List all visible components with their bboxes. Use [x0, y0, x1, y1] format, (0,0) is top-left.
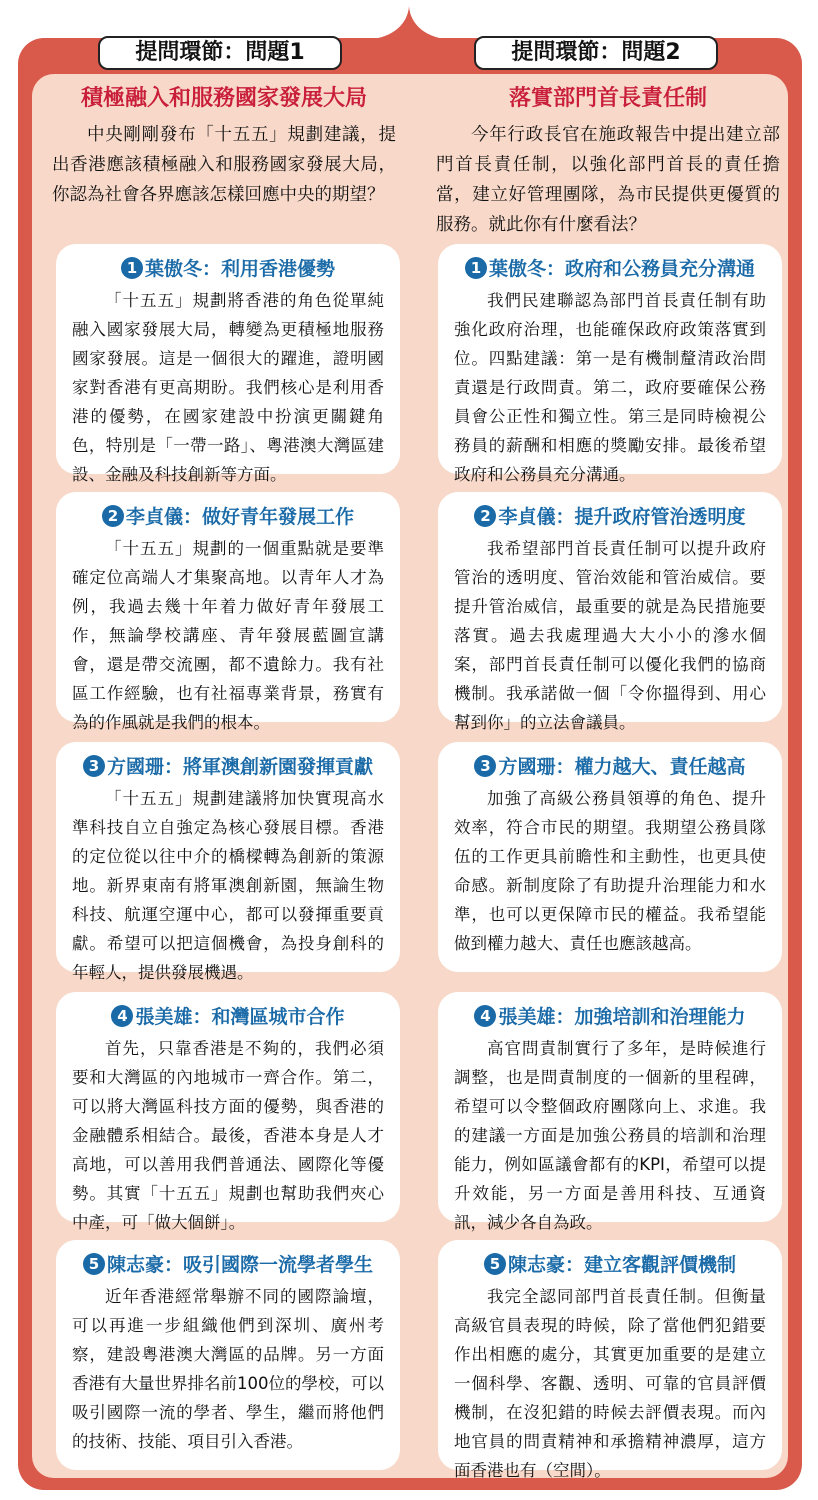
answer-card-text: 「十五五」規劃的一個重點就是要準確定位高端人才集聚高地。以青年人才為例，我過去幾十年着力做好青年發展工作，無論學校講座、青年發展藍圖宣講會，還是帶交流團，都不遺餘力。我有社區工作經驗，也有社福專業背景，務實有為的作風就是我們的根本。 — [72, 539, 384, 732]
answer-card-text: 「十五五」規劃將香港的角色從單純融入國家發展大局，轉變為更積極地服務國家發展。這是一個很大的躍進，證明國家對香港有更高期盼。我們核心是利用香港的優勢，在國家建設中扮演更關鍵角色，特別是「一帶一路」、粵港澳大灣區建設、金融及科技創新等方面。 — [72, 291, 384, 484]
answer-card-title — [454, 254, 766, 284]
answer-card-1-2 — [56, 492, 400, 732]
answer-card-title — [72, 752, 384, 782]
answer-card-text: 加強了高級公務員領導的角色、提升效率，符合市民的期望。我期望公務員隊伍的工作更具前瞻性和主動性，也更具使命感。新制度除了有助提升治理能力和水準，也可以更保障市民的權益。我希望能做到權力越大、責任也應該越高。 — [454, 789, 766, 953]
answer-card-title — [72, 1002, 384, 1032]
answer-card-1-5 — [56, 1240, 400, 1470]
answer-card-heading: 葉傲冬：利用香港優勢 — [144, 258, 335, 280]
number-badge: 4 — [111, 1005, 133, 1027]
answer-card-heading: 張美雄：加強培訓和治理能力 — [498, 1006, 746, 1028]
answer-card-2-3 — [438, 742, 782, 972]
answer-card-heading: 李貞儀：提升政府管治透明度 — [498, 506, 746, 528]
answer-card-2-5 — [438, 1240, 782, 1480]
answer-card-text: 近年香港經常舉辦不同的國際論壇，可以再進一步組織他們到深圳、廣州考察，建設粵港澳大灣區的品牌。另一方面香港有大量世界排名前100位的學校，可以吸引國際一流的學者、學生，繼而將他們的技術、技能、項目引入香港。 — [72, 1287, 384, 1451]
answer-card-text: 我希望部門首長責任制可以提升政府管治的透明度、管治效能和管治威信。要提升管治威信，最重要的就是為民措施要落實。過去我處理過大大小小的滲水個案，部門首長責任制可以優化我們的協商機制。我承諾做一個「令你搵得到、用心幫到你」的立法會議員。 — [454, 539, 766, 732]
answer-card-text: 「十五五」規劃建議將加快實現高水準科技自立自強定為核心發展目標。香港的定位從以往中介的橋樑轉為創新的策源地。新界東南有將軍澳創新園，無論生物科技、航運空運中心，都可以發揮重要貢獻。希望可以把這個機會，為投身創科的年輕人，提供發展機遇。 — [72, 789, 384, 982]
answer-card-title — [454, 502, 766, 532]
answer-card-text: 我完全認同部門首長責任制。但衡量高級官員表現的時候，除了當他們犯錯要作出相應的處分，其實更加重要的是建立一個科學、客觀、透明、可靠的官員評價機制，在沒犯錯的時候去評價表現。而內地官員的問責精神和承擔精神濃厚，這方面香港也有（空間）。 — [454, 1287, 766, 1480]
tab-question-1: 提問環節：問題1 — [98, 36, 342, 70]
number-badge: 3 — [474, 755, 496, 777]
answer-card-title — [454, 1002, 766, 1032]
question-1-title: 積極融入和服務國家發展大局 — [80, 86, 367, 111]
number-badge: 1 — [465, 257, 487, 279]
answer-card-2-1 — [438, 244, 782, 484]
answer-card-title — [454, 752, 766, 782]
question-2-title: 落實部門首長責任制 — [508, 86, 707, 111]
answer-card-text: 我們民建聯認為部門首長責任制有助強化政府治理，也能確保政府政策落實到位。四點建議：第一是有機制釐清政治問責還是行政問責。第二，政府要確保公務員會公正性和獨立性。第三是同時檢視公務員的薪酬和相應的獎勵安排。最後希望政府和公務員充分溝通。 — [454, 291, 766, 484]
answer-card-2-4 — [438, 992, 782, 1232]
answer-card-heading: 張美雄：和灣區城市合作 — [135, 1006, 345, 1028]
answer-card-1-3 — [56, 742, 400, 982]
answer-card-1-1 — [56, 244, 400, 484]
answer-card-text: 首先，只靠香港是不夠的，我們必須要和大灣區的內地城市一齊合作。第二，可以將大灣區科技方面的優勢，與香港的金融體系相結合。最後，香港本身是人才高地，可以善用我們普通法、國際化等優勢。其實「十五五」規劃也幫助我們夾心中產，可「做大個餅」。 — [72, 1039, 384, 1232]
number-badge: 1 — [121, 257, 143, 279]
answer-card-text: 高官問責制實行了多年，是時候進行調整，也是問責制度的一個新的里程碑，希望可以令整個政府團隊向上、求進。我的建議一方面是加強公務員的培訓和治理能力，例如區議會都有的KPI，希望可以提升效能，另一方面是善用科技、互通資訊，減少各自為政。 — [454, 1039, 766, 1232]
number-badge: 5 — [484, 1253, 506, 1275]
tab-question-2: 提問環節：問題2 — [474, 36, 718, 70]
answer-card-heading: 李貞儀：做好青年發展工作 — [125, 506, 354, 528]
answer-card-heading: 陳志豪：吸引國際一流學者學生 — [106, 1254, 373, 1276]
answer-card-heading: 葉傲冬：政府和公務員充分溝通 — [488, 258, 755, 280]
answer-card-heading: 方國珊：將軍澳創新園發揮貢獻 — [106, 756, 373, 778]
number-badge: 2 — [102, 505, 124, 527]
answer-card-heading: 方國珊：權力越大、責任越高 — [498, 756, 746, 778]
number-badge: 4 — [474, 1005, 496, 1027]
number-badge: 3 — [83, 755, 105, 777]
answer-card-title — [72, 254, 384, 284]
answer-card-title — [454, 1250, 766, 1280]
question-1-text: 中央剛剛發布「十五五」規劃建議，提出香港應該積極融入和服務國家發展大局，你認為社會各界應該怎樣回應中央的期望？ — [52, 125, 396, 205]
answer-card-title — [72, 502, 384, 532]
question-1-column — [48, 80, 400, 210]
question-2-text: 今年行政長官在施政報告中提出建立部門首長責任制，以強化部門首長的責任擔當，建立好管理團隊，為市民提供更優質的服務。就此你有什麼看法？ — [436, 125, 780, 235]
answer-card-title — [72, 1250, 384, 1280]
number-badge: 2 — [474, 505, 496, 527]
number-badge: 5 — [83, 1253, 105, 1275]
answer-card-1-4 — [56, 992, 400, 1232]
answer-card-heading: 陳志豪：建立客觀評價機制 — [507, 1254, 736, 1276]
answer-card-2-2 — [438, 492, 782, 732]
question-2-column — [432, 80, 784, 240]
